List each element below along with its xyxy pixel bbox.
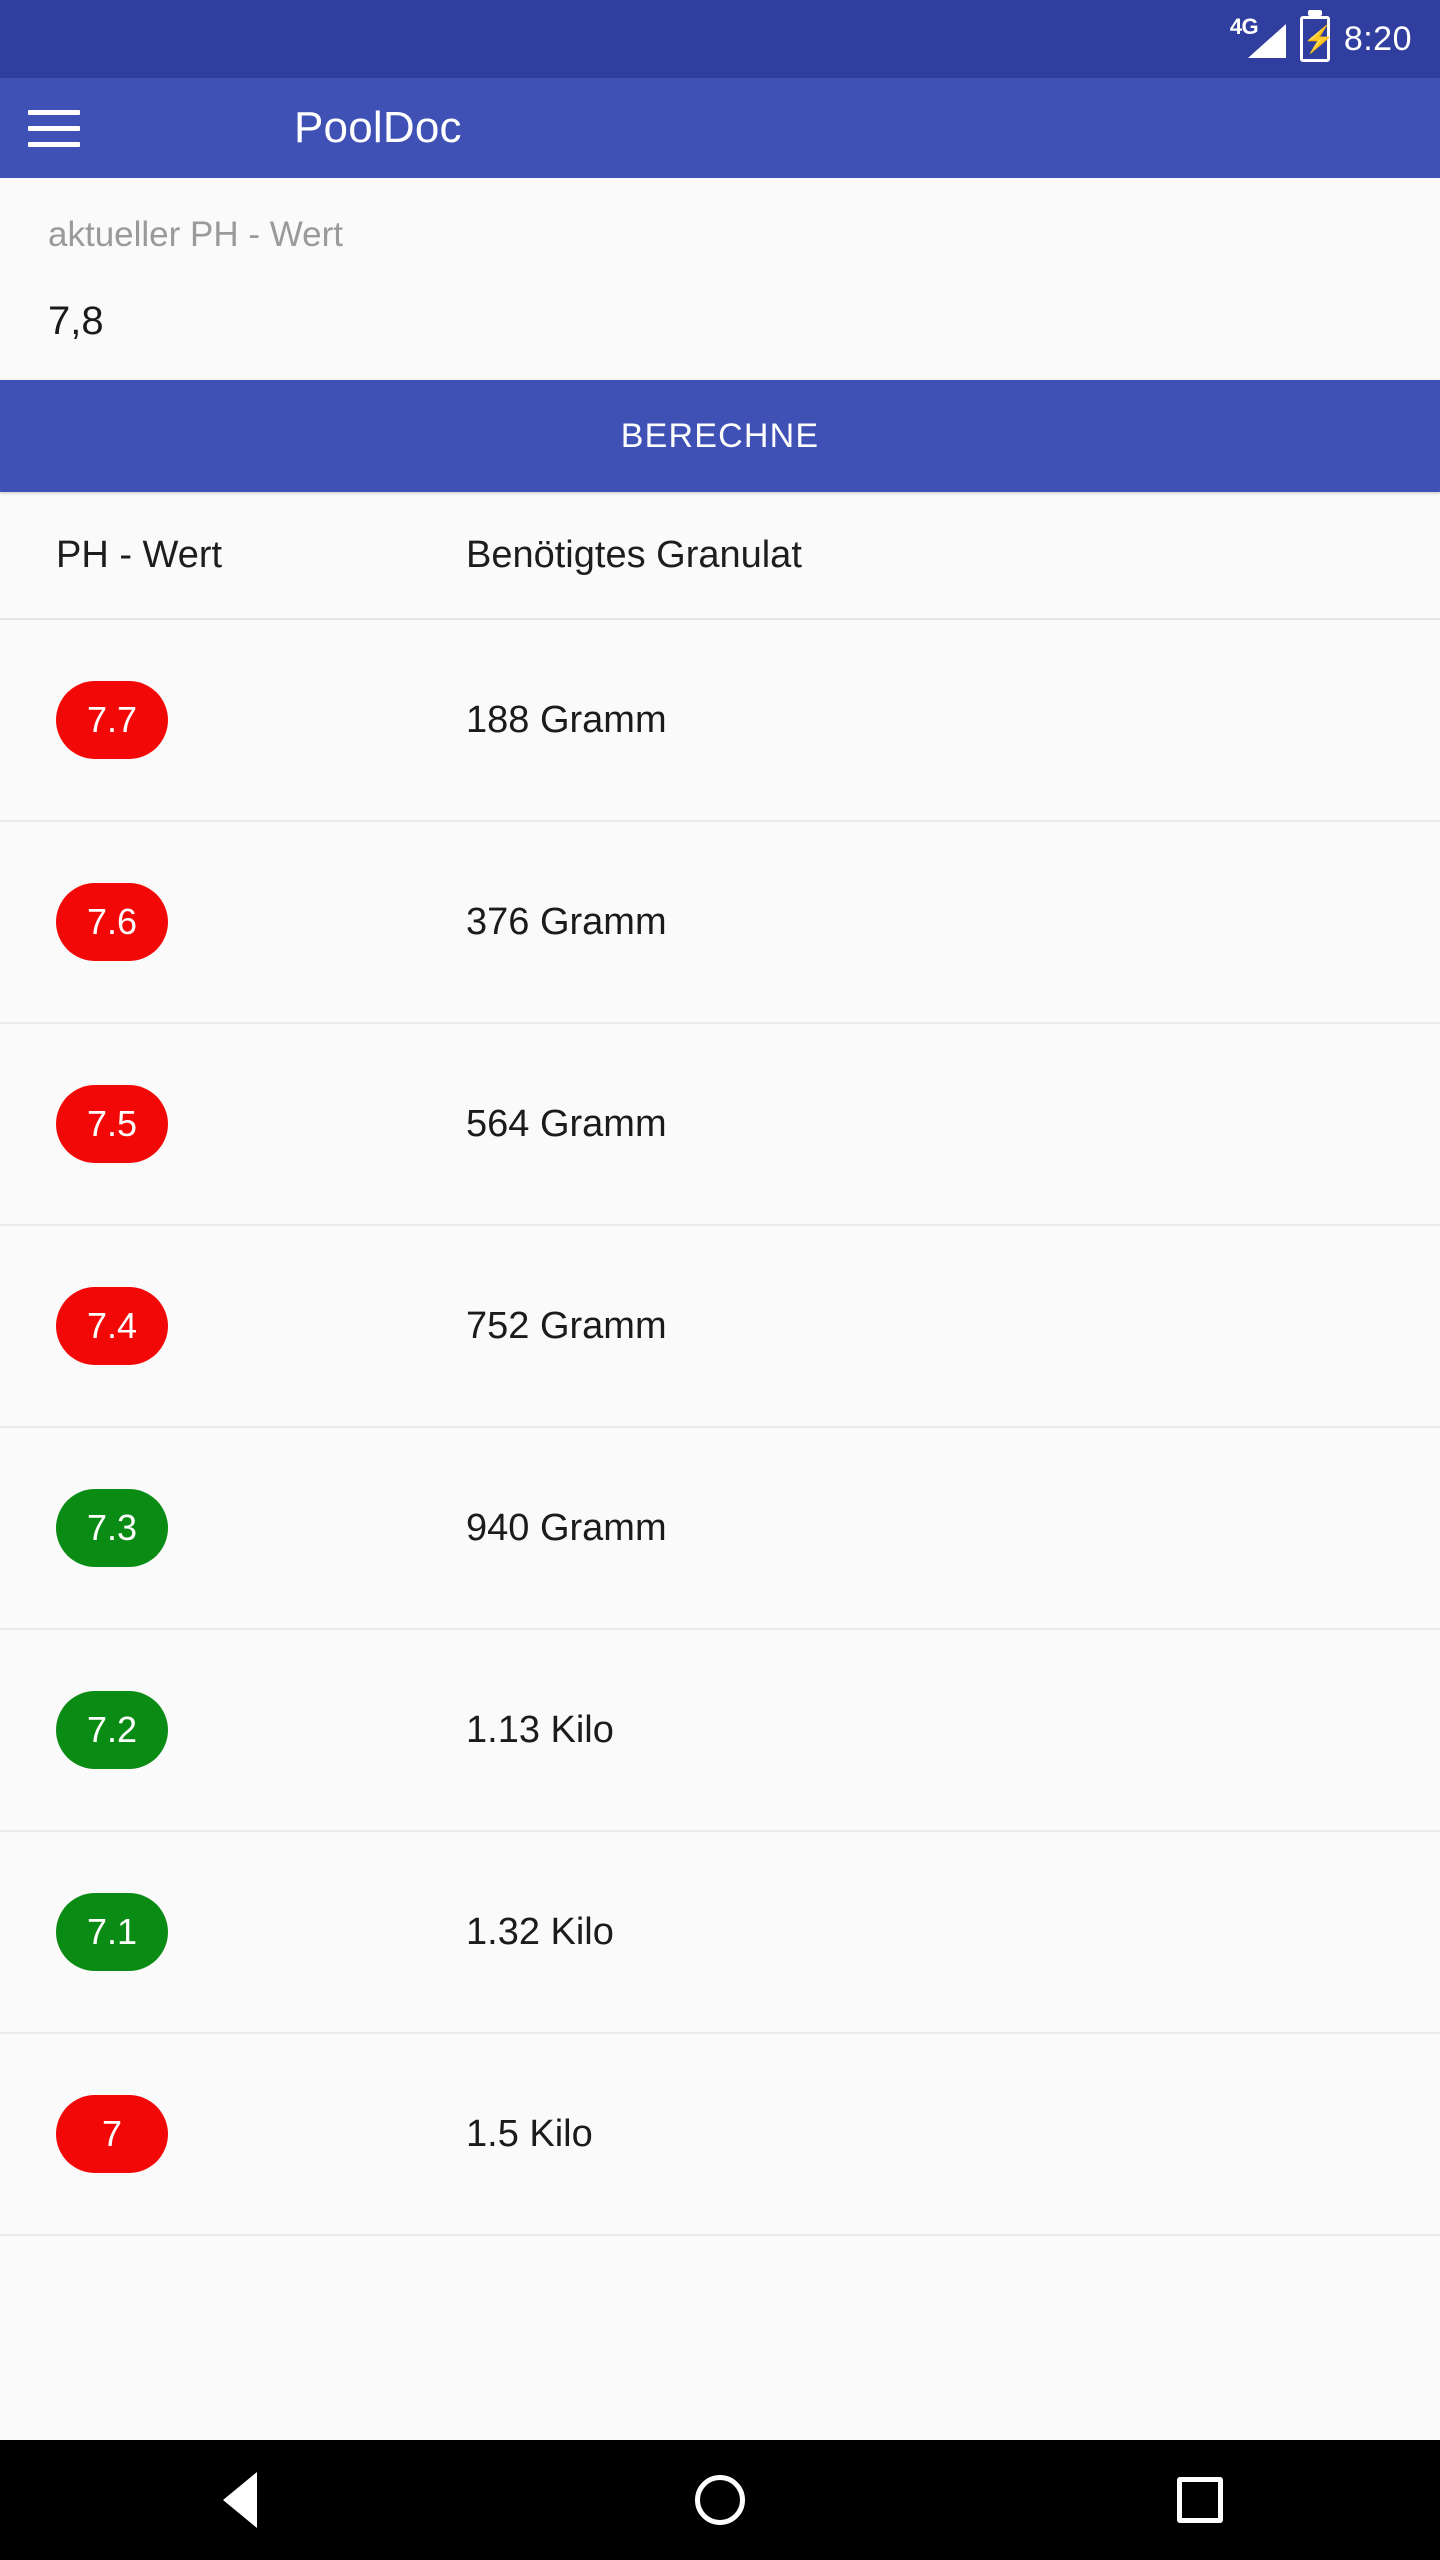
table-header-row (0, 492, 1440, 620)
system-navigation-bar (0, 2440, 1440, 2560)
back-triangle-icon[interactable] (140, 2440, 340, 2560)
table-row[interactable] (0, 1024, 1440, 1226)
app-bar (0, 78, 1440, 178)
status-bar (0, 0, 1440, 78)
cell-granulat-value: 1.5 Kilo (466, 2112, 593, 2155)
cell-ph-value (56, 1489, 466, 1567)
battery-charging-icon (1300, 16, 1336, 62)
cell-ph-value (56, 1893, 466, 1971)
ph-badge: 7.7 (56, 681, 168, 759)
recents-shape (1177, 2477, 1223, 2523)
ph-badge: 7.3 (56, 1489, 168, 1567)
table-row[interactable] (0, 2034, 1440, 2236)
table-row[interactable] (0, 822, 1440, 1024)
back-shape (223, 2472, 257, 2528)
table-row[interactable] (0, 1226, 1440, 1428)
ph-badge: 7.5 (56, 1085, 168, 1163)
cell-ph-value (56, 883, 466, 961)
ph-input-label: aktueller PH - Wert (48, 215, 343, 254)
table-row[interactable] (0, 620, 1440, 822)
table-row[interactable] (0, 1630, 1440, 1832)
signal-icon (1230, 16, 1286, 62)
cell-granulat-value: 564 Gramm (466, 1102, 667, 1145)
status-icons (1230, 16, 1412, 62)
column-header-ph: PH - Wert (56, 533, 223, 576)
cell-granulat-value: 1.13 Kilo (466, 1708, 614, 1751)
ph-input-block (0, 178, 1440, 344)
cell-granulat-value: 376 Gramm (466, 900, 667, 943)
menu-line-1 (28, 110, 80, 115)
main-content (0, 178, 1440, 2440)
home-shape (695, 2475, 745, 2525)
ph-badge: 7.2 (56, 1691, 168, 1769)
cell-ph-value (56, 681, 466, 759)
menu-line-3 (28, 142, 80, 147)
ph-badge: 7 (56, 2095, 168, 2173)
cell-ph-value (56, 1085, 466, 1163)
cell-ph-value (56, 1287, 466, 1365)
cell-granulat-value: 752 Gramm (466, 1304, 667, 1347)
charging-bolt-glyph: ⚡ (1302, 24, 1336, 54)
ph-badge: 7.4 (56, 1287, 168, 1365)
network-type-label: 4G (1229, 14, 1259, 39)
results-table (0, 492, 1440, 2236)
signal-bars-shape (1248, 24, 1286, 58)
cell-ph-value (56, 2095, 466, 2173)
cell-granulat-value: 188 Gramm (466, 698, 667, 741)
status-clock: 8:20 (1343, 20, 1412, 58)
hamburger-menu-icon[interactable] (0, 78, 108, 178)
cell-granulat-value: 1.32 Kilo (466, 1910, 614, 1953)
table-row[interactable] (0, 1428, 1440, 1630)
recents-square-icon[interactable] (1100, 2440, 1300, 2560)
calculate-button[interactable]: BERECHNE (0, 380, 1440, 492)
column-header-granulat: Benötigtes Granulat (466, 533, 802, 576)
menu-line-2 (28, 126, 80, 131)
table-row[interactable] (0, 1832, 1440, 2034)
ph-badge: 7.1 (56, 1893, 168, 1971)
cell-ph-value (56, 1691, 466, 1769)
app-title: PoolDoc (294, 103, 462, 152)
ph-badge: 7.6 (56, 883, 168, 961)
home-circle-icon[interactable] (620, 2440, 820, 2560)
ph-input-value[interactable]: 7,8 (48, 299, 104, 343)
cell-granulat-value: 940 Gramm (466, 1506, 667, 1549)
